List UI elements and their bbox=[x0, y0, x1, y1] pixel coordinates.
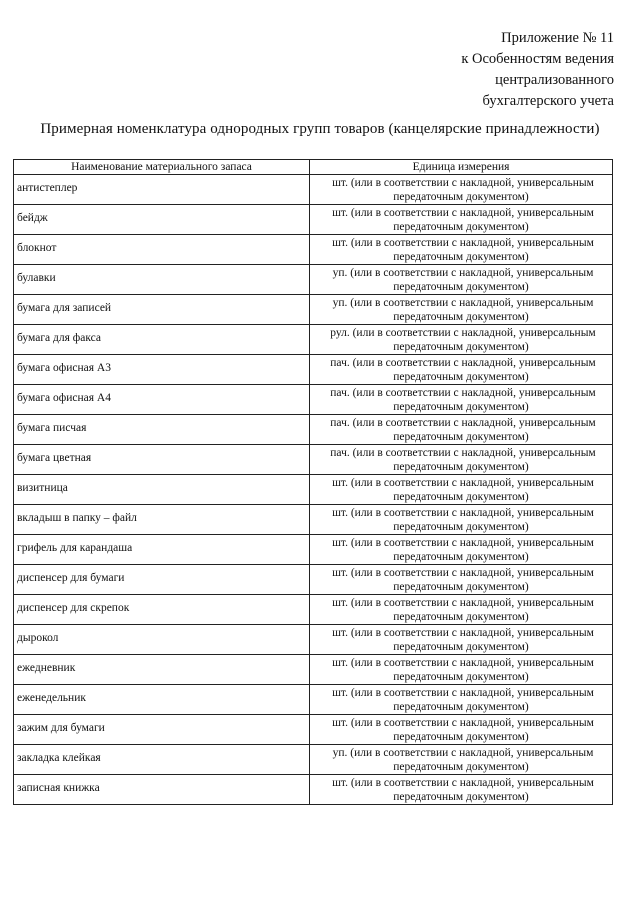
table-row bbox=[14, 625, 613, 655]
unit-text-line-1: шт. (или в соответствии с накладной, универсальным bbox=[332, 507, 594, 519]
unit-text-line-1: шт. (или в соответствии с накладной, универсальным bbox=[332, 237, 594, 249]
unit-cell bbox=[310, 475, 613, 505]
unit-cell bbox=[310, 355, 613, 385]
material-name-cell: дырокол bbox=[14, 625, 310, 655]
unit-cell bbox=[310, 775, 613, 805]
column-header-name: Наименование материального запаса bbox=[14, 160, 310, 175]
unit-text-line-2: передаточным документом) bbox=[393, 641, 529, 653]
unit-text-line-2: передаточным документом) bbox=[393, 431, 529, 443]
unit-text-line-1: шт. (или в соответствии с накладной, универсальным bbox=[332, 567, 594, 579]
material-name-cell: бейдж bbox=[14, 205, 310, 235]
unit-text-line-2: передаточным документом) bbox=[393, 521, 529, 533]
material-name-cell: грифель для карандаша bbox=[14, 535, 310, 565]
unit-text-line-2: передаточным документом) bbox=[393, 731, 529, 743]
document-title: Примерная номенклатура однородных групп товаров (канцелярские принадлежности) bbox=[40, 121, 600, 137]
unit-text-line-1: пач. (или в соответствии с накладной, универсальным bbox=[330, 357, 596, 369]
unit-text-line-1: шт. (или в соответствии с накладной, универсальным bbox=[332, 207, 594, 219]
unit-text-line-2: передаточным документом) bbox=[393, 551, 529, 563]
material-name-cell: вкладыш в папку – файл bbox=[14, 505, 310, 535]
unit-text-line-2: передаточным документом) bbox=[393, 761, 529, 773]
appendix-line: бухгалтерского учета bbox=[482, 93, 614, 109]
unit-cell bbox=[310, 175, 613, 205]
table-row bbox=[14, 415, 613, 445]
unit-cell bbox=[310, 505, 613, 535]
table-row bbox=[14, 235, 613, 265]
table-row bbox=[14, 355, 613, 385]
unit-text-line-2: передаточным документом) bbox=[393, 671, 529, 683]
unit-text-line-2: передаточным документом) bbox=[393, 191, 529, 203]
table-row bbox=[14, 505, 613, 535]
unit-text-line-1: шт. (или в соответствии с накладной, универсальным bbox=[332, 177, 594, 189]
unit-cell bbox=[310, 745, 613, 775]
material-name-cell: бумага для факса bbox=[14, 325, 310, 355]
material-name-cell: бумага офисная А4 bbox=[14, 385, 310, 415]
unit-cell bbox=[310, 415, 613, 445]
unit-cell bbox=[310, 295, 613, 325]
table-row bbox=[14, 655, 613, 685]
unit-text-line-2: передаточным документом) bbox=[393, 701, 529, 713]
unit-cell bbox=[310, 685, 613, 715]
unit-text-line-1: шт. (или в соответствии с накладной, универсальным bbox=[332, 537, 594, 549]
unit-cell bbox=[310, 265, 613, 295]
material-name-cell: бумага цветная bbox=[14, 445, 310, 475]
unit-cell bbox=[310, 715, 613, 745]
table-row bbox=[14, 385, 613, 415]
material-name-cell: визитница bbox=[14, 475, 310, 505]
unit-text-line-1: уп. (или в соответствии с накладной, универсальным bbox=[332, 747, 594, 759]
unit-text-line-1: шт. (или в соответствии с накладной, универсальным bbox=[332, 597, 594, 609]
unit-cell bbox=[310, 385, 613, 415]
material-name-cell: зажим для бумаги bbox=[14, 715, 310, 745]
appendix-line: Приложение № 11 bbox=[501, 30, 614, 46]
table-row bbox=[14, 295, 613, 325]
unit-cell bbox=[310, 625, 613, 655]
unit-text-line-1: шт. (или в соответствии с накладной, универсальным bbox=[332, 687, 594, 699]
unit-cell bbox=[310, 535, 613, 565]
table-row bbox=[14, 715, 613, 745]
table-body bbox=[14, 175, 613, 805]
unit-text-line-1: шт. (или в соответствии с накладной, универсальным bbox=[332, 477, 594, 489]
table-row bbox=[14, 475, 613, 505]
unit-text-line-2: передаточным документом) bbox=[393, 341, 529, 353]
unit-text-line-1: пач. (или в соответствии с накладной, универсальным bbox=[330, 417, 596, 429]
unit-text-line-2: передаточным документом) bbox=[393, 461, 529, 473]
unit-text-line-1: шт. (или в соответствии с накладной, универсальным bbox=[332, 627, 594, 639]
material-name-cell: блокнот bbox=[14, 235, 310, 265]
unit-text-line-1: пач. (или в соответствии с накладной, универсальным bbox=[330, 447, 596, 459]
nomenclature-table bbox=[13, 159, 613, 805]
unit-text-line-2: передаточным документом) bbox=[393, 581, 529, 593]
material-name-cell: булавки bbox=[14, 265, 310, 295]
unit-text-line-2: передаточным документом) bbox=[393, 611, 529, 623]
unit-text-line-2: передаточным документом) bbox=[393, 311, 529, 323]
material-name-cell: бумага для записей bbox=[14, 295, 310, 325]
appendix-line: централизованного bbox=[495, 72, 614, 88]
unit-text-line-2: передаточным документом) bbox=[393, 401, 529, 413]
unit-text-line-1: шт. (или в соответствии с накладной, универсальным bbox=[332, 717, 594, 729]
table-row bbox=[14, 175, 613, 205]
unit-cell bbox=[310, 445, 613, 475]
unit-text-line-2: передаточным документом) bbox=[393, 281, 529, 293]
unit-text-line-2: передаточным документом) bbox=[393, 221, 529, 233]
material-name-cell: закладка клейкая bbox=[14, 745, 310, 775]
table-row bbox=[14, 205, 613, 235]
column-header-unit: Единица измерения bbox=[310, 160, 613, 175]
appendix-line: к Особенностям ведения bbox=[461, 51, 614, 67]
table-row bbox=[14, 685, 613, 715]
table-row bbox=[14, 775, 613, 805]
material-name-cell: ежедневник bbox=[14, 655, 310, 685]
table-header-row bbox=[14, 160, 613, 175]
material-name-cell: антистеплер bbox=[14, 175, 310, 205]
material-name-cell: диспенсер для бумаги bbox=[14, 565, 310, 595]
appendix-note bbox=[461, 28, 614, 112]
unit-text-line-1: пач. (или в соответствии с накладной, универсальным bbox=[330, 387, 596, 399]
unit-text-line-2: передаточным документом) bbox=[393, 491, 529, 503]
table-row bbox=[14, 745, 613, 775]
table-row bbox=[14, 535, 613, 565]
table-row bbox=[14, 325, 613, 355]
unit-text-line-1: уп. (или в соответствии с накладной, универсальным bbox=[332, 267, 594, 279]
unit-cell bbox=[310, 565, 613, 595]
unit-cell bbox=[310, 595, 613, 625]
table-row bbox=[14, 265, 613, 295]
table-row bbox=[14, 565, 613, 595]
unit-cell bbox=[310, 205, 613, 235]
unit-text-line-1: шт. (или в соответствии с накладной, универсальным bbox=[332, 657, 594, 669]
table-row bbox=[14, 595, 613, 625]
unit-cell bbox=[310, 655, 613, 685]
unit-text-line-2: передаточным документом) bbox=[393, 251, 529, 263]
material-name-cell: еженедельник bbox=[14, 685, 310, 715]
unit-text-line-2: передаточным документом) bbox=[393, 791, 529, 803]
material-name-cell: записная книжка bbox=[14, 775, 310, 805]
unit-cell bbox=[310, 235, 613, 265]
unit-cell bbox=[310, 325, 613, 355]
unit-text-line-1: уп. (или в соответствии с накладной, универсальным bbox=[332, 297, 594, 309]
unit-text-line-2: передаточным документом) bbox=[393, 371, 529, 383]
unit-text-line-1: рул. (или в соответствии с накладной, универсальным bbox=[330, 327, 596, 339]
material-name-cell: бумага офисная А3 bbox=[14, 355, 310, 385]
unit-text-line-1: шт. (или в соответствии с накладной, универсальным bbox=[332, 777, 594, 789]
material-name-cell: бумага писчая bbox=[14, 415, 310, 445]
table-row bbox=[14, 445, 613, 475]
material-name-cell: диспенсер для скрепок bbox=[14, 595, 310, 625]
